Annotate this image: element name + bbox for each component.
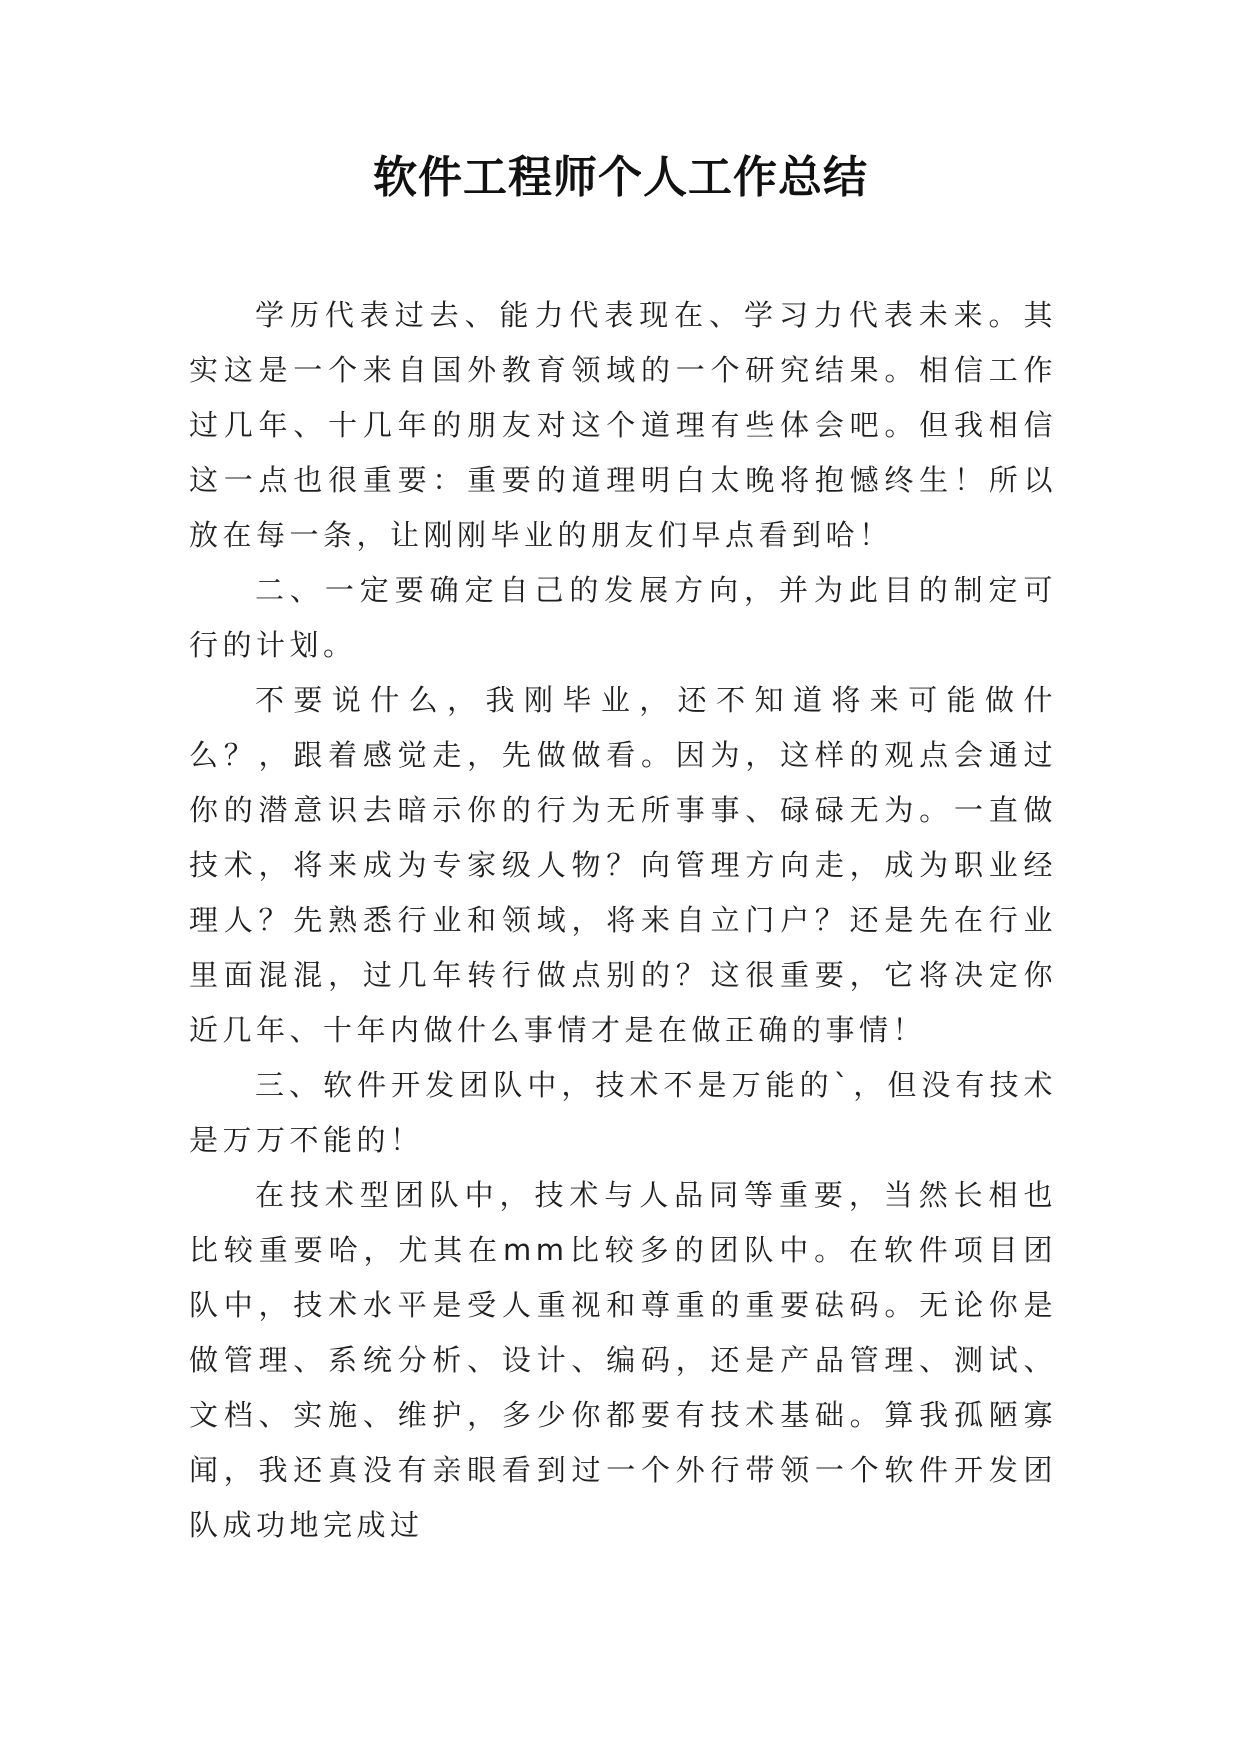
paragraph-direction: 不要说什么，我刚毕业，还不知道将来可能做什么？，跟着感觉走，先做做看。因为，这样的观点会通过你的潜意识去暗示你的行为无所事事、碌碌无为。一直做技术，将来成为专家级人物？向管理方向走，成为职业经理人？先熟悉行业和领域，将来自立门户？还是先在行业里面混混，过几年转行做点别的？这很重要，它将决定你近几年、十年内做什么事情才是在做正确的事情！ bbox=[189, 683, 1057, 1047]
paragraph-heading-three: 三、软件开发团队中，技术不是万能的`，但没有技术是万万不能的！ bbox=[189, 1068, 1057, 1157]
paragraph-technical-team: 在技术型团队中，技术与人品同等重要，当然长相也比较重要哈，尤其在mm比较多的团队中。在软件项目团队中，技术水平是受人重视和尊重的重要砝码。无论你是做管理、系统分析、设计、编码，还是产品管理、测试、文档、实施、维护，多少你都要有技术基础。算我孤陋寡闻，我还真没有亲眼看到过一个外行带领一个软件开发团队成功地完成过 bbox=[189, 1178, 1057, 1542]
paragraph-heading-two: 二、一定要确定自己的发展方向，并为此目的制定可行的计划。 bbox=[189, 573, 1057, 662]
paragraph-intro: 学历代表过去、能力代表现在、学习力代表未来。其实这是一个来自国外教育领域的一个研究结果。相信工作过几年、十几年的朋友对这个道理有些体会吧。但我相信这一点也很重要：重要的道理明白太晚将抱憾终生！所以放在每一条，让刚刚毕业的朋友们早点看到哈！ bbox=[189, 298, 1057, 552]
document-body bbox=[189, 288, 1057, 1553]
document-title: 软件工程师个人工作总结 bbox=[373, 152, 868, 203]
